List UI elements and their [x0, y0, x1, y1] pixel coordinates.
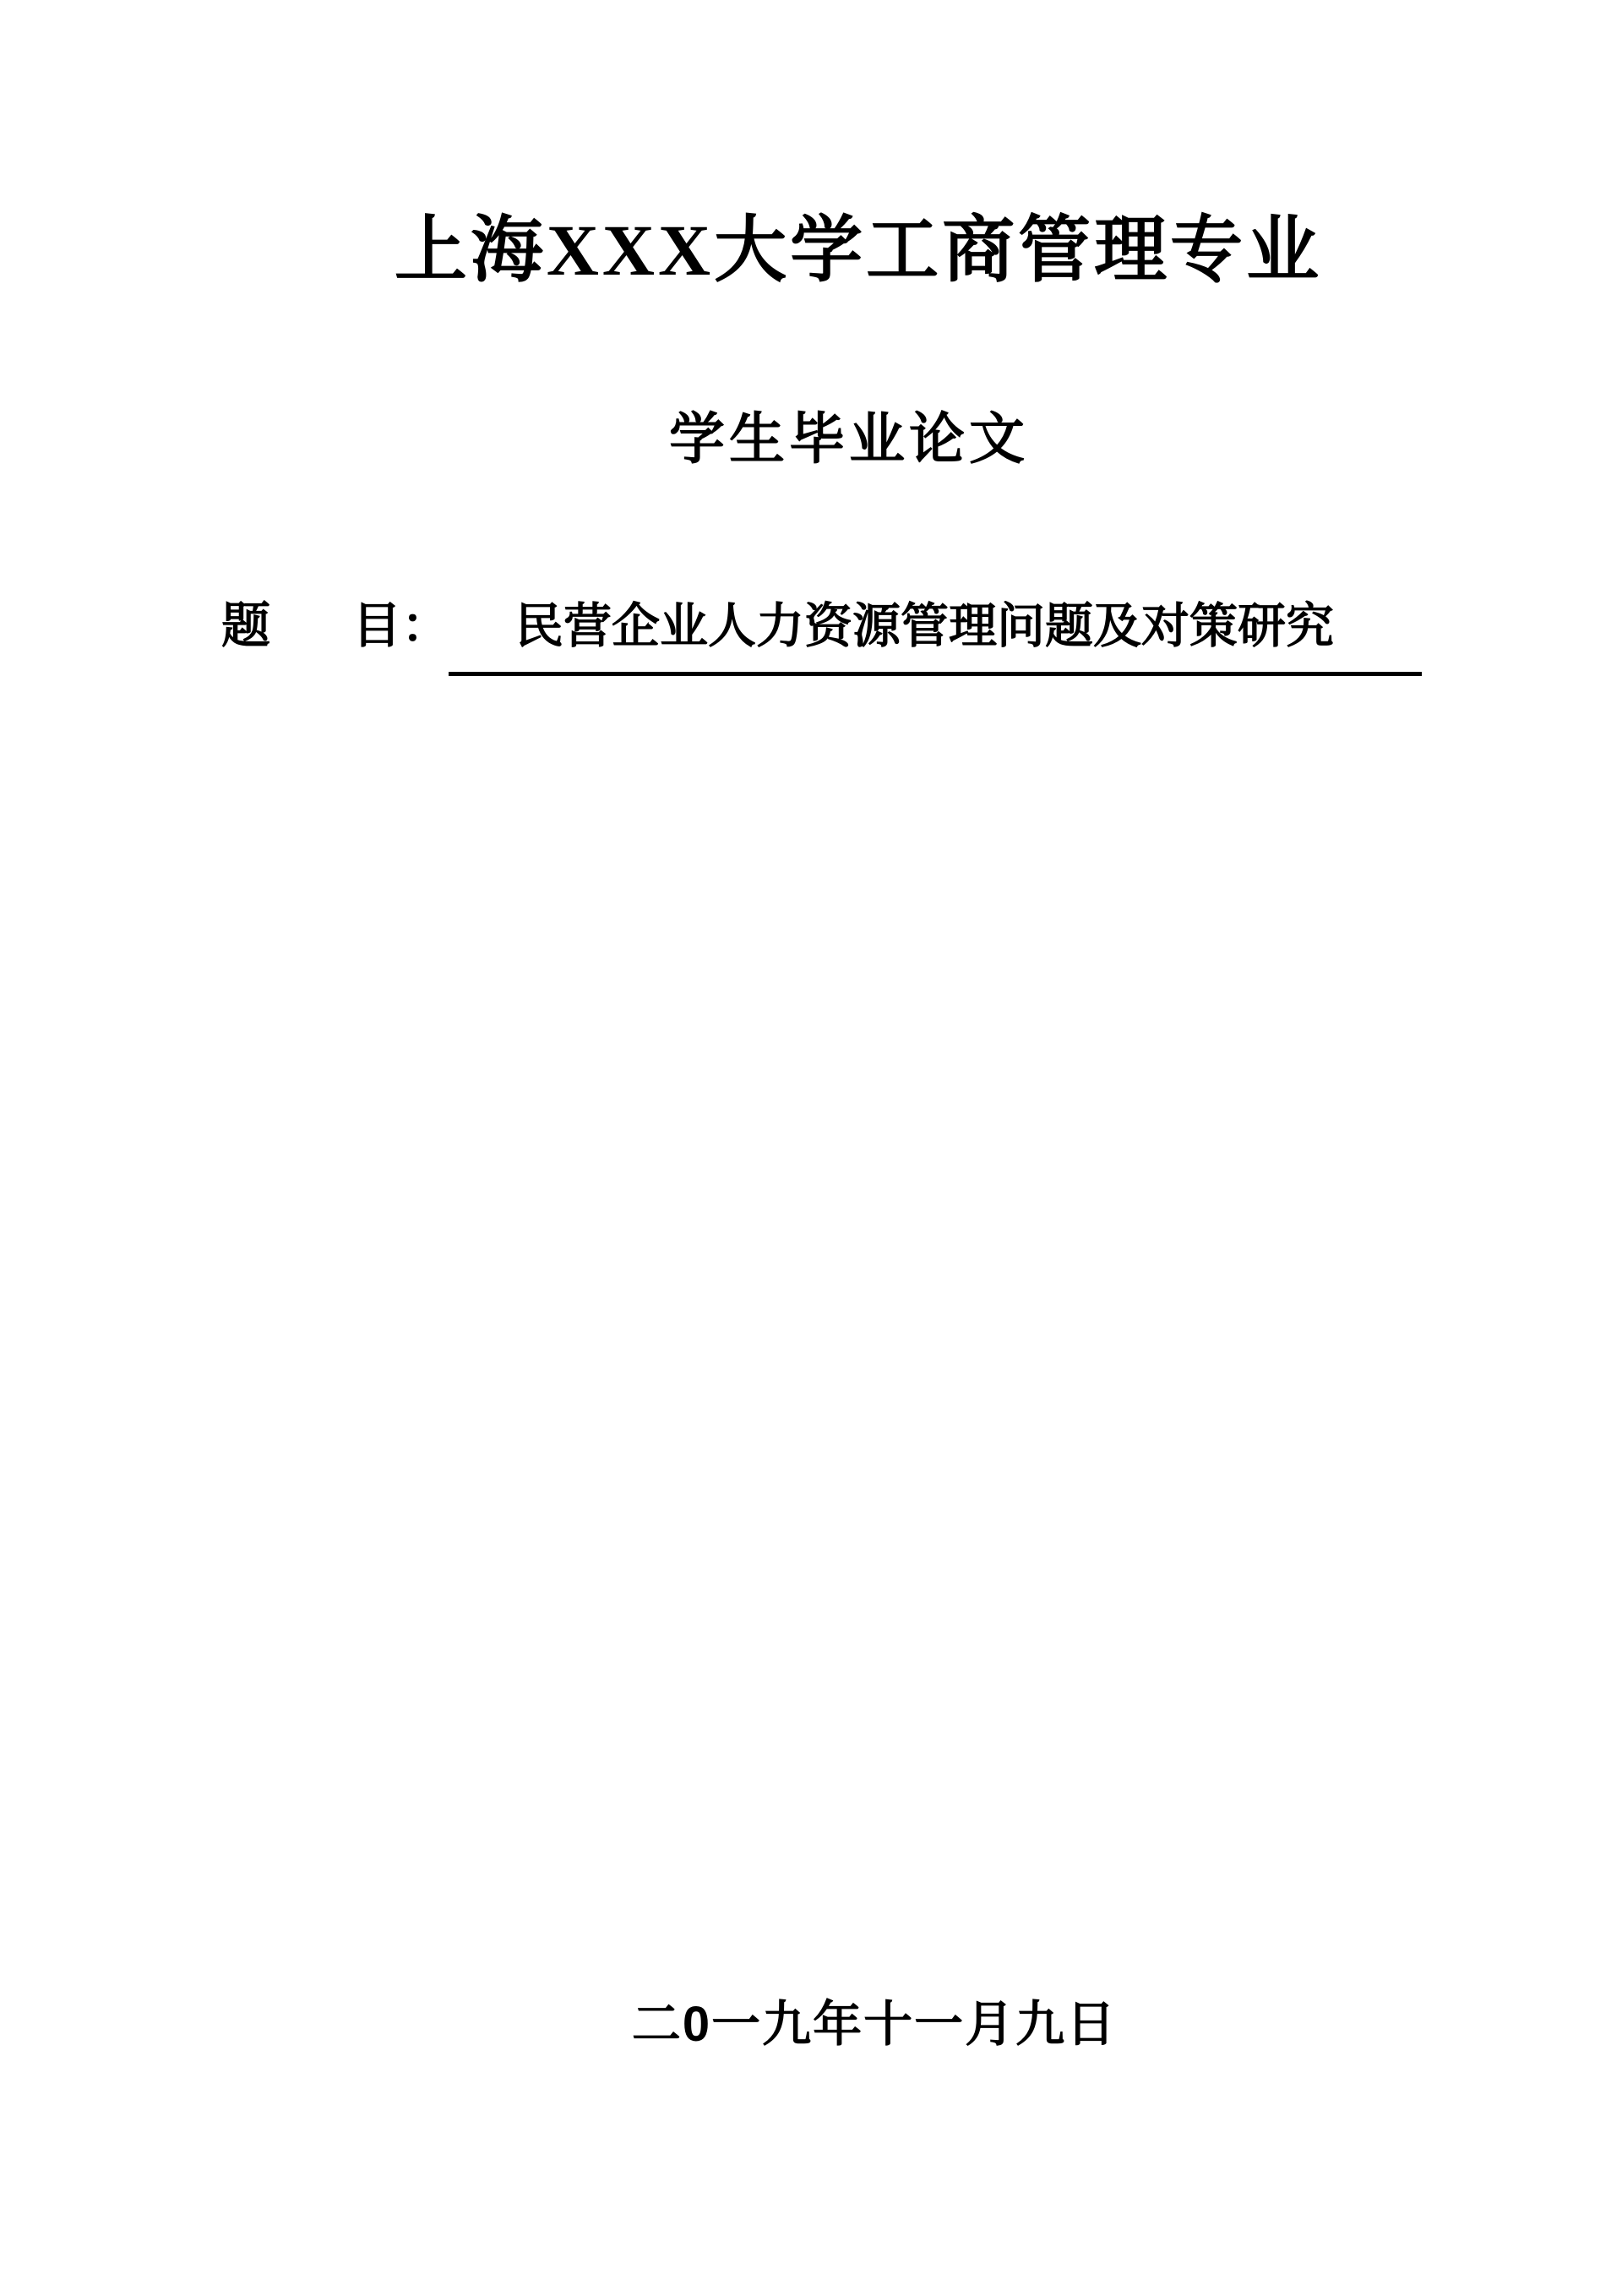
topic-underline[interactable]	[449, 672, 1422, 676]
university-title: 上海XXX大学工商管理专业	[394, 210, 1323, 291]
doc-type-title: 学生毕业论文	[669, 409, 1029, 471]
date-line: 二0一九年十一月九日	[631, 1997, 1118, 2052]
topic-label-first: 题	[221, 598, 271, 653]
topic-value: 民营企业人力资源管理问题及对策研究	[515, 600, 1334, 653]
topic-label-second: 目：	[352, 598, 451, 653]
